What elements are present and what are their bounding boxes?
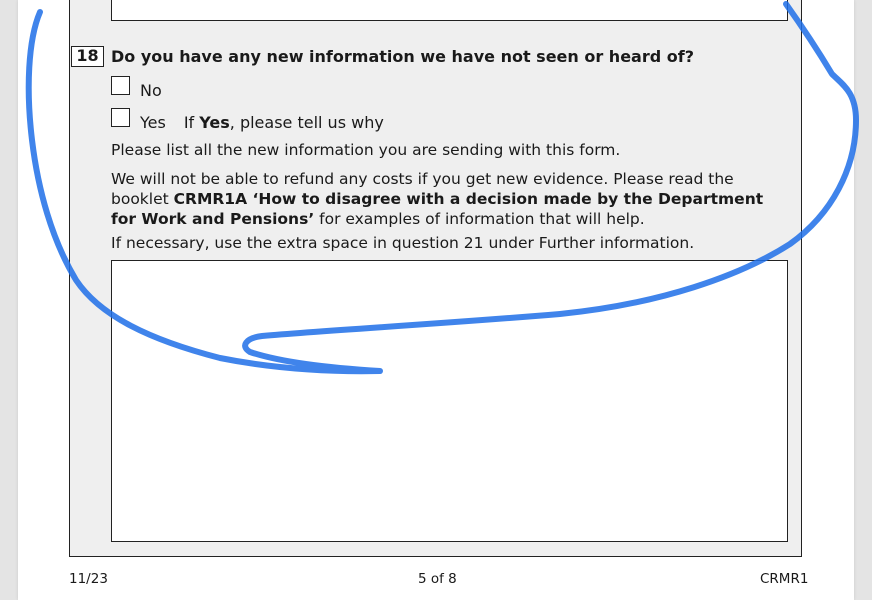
option-no-label: No [140,81,162,100]
instruction-extra-space: If necessary, use the extra space in question 21 under Further information. [111,234,695,252]
footer-form-code: CRMR1 [760,571,809,587]
instruction-refund: We will not be able to refund any costs if you get new evidence. Please read the booklet CRMR1A ‘How to disagree with a decision made by the Department for Work and Pensions’ for examples of information that will help. [111,170,764,228]
instruction-list: Please list all the new information you are sending with this form. [111,141,621,159]
footer-page-number: 5 of 8 [418,571,457,587]
option-yes-label: Yes [140,113,166,132]
question-text: Do you have any new information we have not seen or heard of? [111,47,694,66]
yes-hint: If Yes, please tell us why [183,113,384,132]
question-number: 18 [71,46,104,67]
booklet-reference: CRMR1A ‘How to disagree with a decision made by the Department for Work and Pensions’ [111,190,764,228]
scribble-stroke [29,4,856,371]
footer-date: 11/23 [69,571,108,587]
